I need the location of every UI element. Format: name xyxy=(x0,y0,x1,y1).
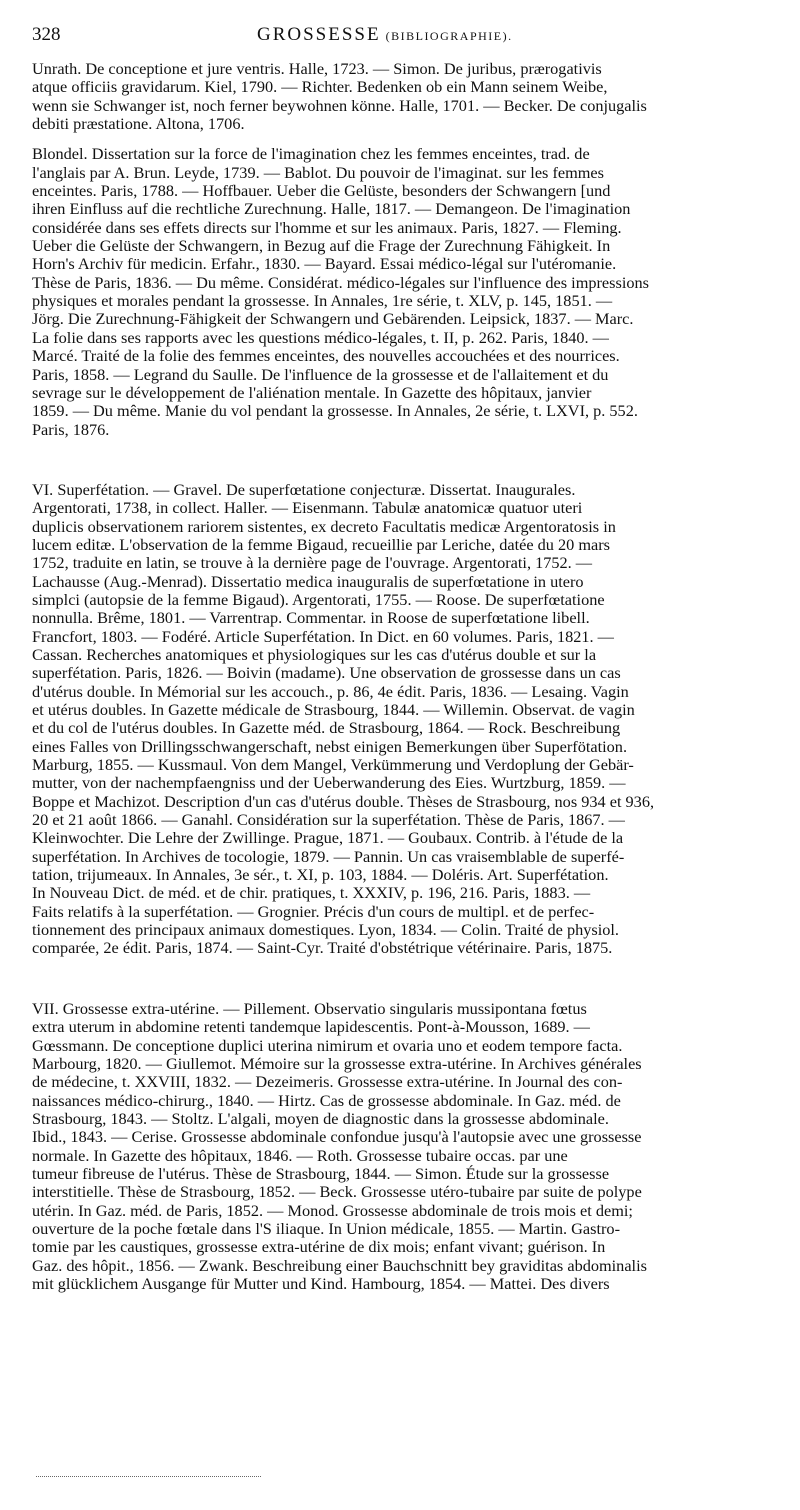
text-line: Paris, 1876. xyxy=(32,419,110,439)
text-line: La folie dans ses rapports avec les questions médico-légales, t. II, p. 262. Paris, 1840. — xyxy=(32,327,609,347)
text-line: mit glücklichem Ausgange für Mutter und Kind. Hambourg, 1854. — Mattei. Des divers xyxy=(32,1273,610,1293)
text-line: 1859. — Du même. Manie du vol pendant la grossesse. In Annales, 2e série, t. LXVI, p. 552. xyxy=(32,401,638,421)
text-line: In Nouveau Dict. de méd. et de chir. pratiques, t. XXXIV, p. 196, 216. Paris, 1883. — xyxy=(32,883,591,903)
text-line: Marcé. Traité de la folie des femmes enceintes, des nouvelles accouchées et des nourrices. xyxy=(32,346,620,366)
text-line: Argentorati, 1738, in collect. Haller. — Eisenmann. Tabulæ anatomicæ quatuor uteri xyxy=(32,498,583,518)
text-line: VI. Superfétation. — Gravel. De superfœtatione conjecturæ. Dissertat. Inaugurales. xyxy=(32,479,576,499)
text-line: normale. In Gazette des hôpitaux, 1846. — Roth. Grossesse tubaire occas. par une xyxy=(32,1145,568,1165)
text-line: atque officiis gravidarum. Kiel, 1790. — Richter. Bedenken ob ein Mann seinem Weibe, xyxy=(32,77,608,97)
text-line: sevrage sur le développement de l'aliénation mentale. In Gazette des hôpitaux, janvier xyxy=(32,382,592,402)
text-line: Blondel. Dissertation sur la force de l'imagination chez les femmes enceintes, trad. de xyxy=(32,144,590,164)
text-line: extra uterum in abdomine retenti tandemque lapidescentis. Pont-à-Mousson, 1689. — xyxy=(32,1017,590,1037)
text-line: nonnulla. Brême, 1801. — Varrentrap. Commentar. in Roose de superfœtatione libell. xyxy=(32,608,590,628)
running-subtitle: (BIBLIOGRAPHIE). xyxy=(385,29,513,43)
text-line: Faits relatifs à la superfétation. — Grognier. Précis d'un cours de multipl. et de perfec- xyxy=(32,901,595,921)
text-line: et du col de l'utérus doubles. In Gazette méd. de Strasbourg, 1864. — Rock. Beschreibung xyxy=(32,718,621,738)
section-vi-superfetation xyxy=(32,481,764,958)
bibliography-paragraph-unrath xyxy=(32,60,764,133)
text-line: eines Falles von Drillingsschwangerschaft, nebst einigen Bemerkungen über Superfötation. xyxy=(32,736,628,756)
text-line: Francfort, 1803. — Fodéré. Article Superfétation. In Dict. en 60 volumes. Paris, 1821. — xyxy=(32,626,614,646)
text-line: Marburg, 1855. — Kussmaul. Von dem Mangel, Verkümmerung und Verdoplung der Gebär- xyxy=(32,755,634,775)
page-number: 328 xyxy=(32,24,61,45)
text-line: tomie par les caustiques, grossesse extra-utérine de dix mois; enfant vivant; guérison. In xyxy=(32,1237,606,1257)
text-line: comparée, 2e édit. Paris, 1874. — Saint-Cyr. Traité d'obstétrique vétérinaire. Paris, 1875. xyxy=(32,938,613,958)
text-line: debiti præstatione. Altona, 1706. xyxy=(32,114,245,134)
text-line: Thèse de Paris, 1836. — Du même. Considérat. médico-légales sur l'influence des impressions xyxy=(32,272,649,292)
footer-rule xyxy=(36,1476,261,1477)
text-line: d'utérus double. In Mémorial sur les accouch., p. 86, 4e édit. Paris, 1836. — Lesaing. Vagin xyxy=(32,681,629,701)
text-line: duplicis observationem rariorem sistentes, ex decreto Facultatis medicæ Argentoratosis in xyxy=(32,516,616,536)
text-line: superfétation. In Archives de tocologie, 1879. — Pannin. Un cas vraisemblable de superfé- xyxy=(32,846,625,866)
text-line: Kleinwochter. Die Lehre der Zwillinge. Prague, 1871. — Goubaux. Contrib. à l'étude de la xyxy=(32,828,624,848)
text-line: et utérus doubles. In Gazette médicale de Strasbourg, 1844. — Willemin. Observat. de vagin xyxy=(32,700,635,719)
text-line: Gœssmann. De conceptione duplici uterina nimirum et ovaria uno et eodem tempore facta. xyxy=(32,1035,623,1055)
text-line: Unrath. De conceptione et jure ventris. Halle, 1723. — Simon. De juribus, prærogativis xyxy=(32,59,602,78)
text-line: superfétation. Paris, 1826. — Boivin (madame). Une observation de grossesse dans un cas xyxy=(32,663,621,683)
text-line: ouverture de la poche fœtale dans l'S iliaque. In Union médicale, 1855. — Martin. Gastro- xyxy=(32,1218,620,1238)
section-vii-extra-uterine xyxy=(32,1000,764,1294)
text-line: lucem editæ. L'observation de la femme Bigaud, recueillie par Leriche, datée du 20 mars xyxy=(32,534,610,554)
text-line: Horn's Archiv für medicin. Erfahr., 1830. — Bayard. Essai médico-légal sur l'utéromanie. xyxy=(32,254,617,274)
text-line: tionnement des principaux animaux domestiques. Lyon, 1834. — Colin. Traité de physiol. xyxy=(32,920,619,940)
text-line: interstitielle. Thèse de Strasbourg, 1852. — Beck. Grossesse utéro-tubaire par suite de polype xyxy=(32,1182,642,1202)
text-line: Boppe et Machizot. Description d'un cas d'utérus double. Thèses de Strasbourg, nos 934 et 936, xyxy=(32,791,655,811)
text-line: Ibid., 1843. — Cerise. Grossesse abdominale confondue jusqu'à l'autopsie avec une grossesse xyxy=(32,1127,642,1147)
text-line: Jörg. Die Zurechnung-Fähigkeit der Schwangern und Gebärenden. Leipsick, 1837. — Marc. xyxy=(32,309,634,329)
text-line: l'anglais par A. Brun. Leyde, 1739. — Bablot. Du pouvoir de l'imaginat. sur les femmes xyxy=(32,162,604,182)
text-line: Ueber die Gelüste der Schwangern, in Bezug auf die Frage der Zurechnung Fähigkeit. In xyxy=(32,236,611,256)
text-line: enceintes. Paris, 1788. — Hoffbauer. Ueber die Gelüste, besonders der Schwangern [und xyxy=(32,181,611,201)
text-line: 20 et 21 août 1866. — Ganahl. Considération sur la superfétation. Thèse de Paris, 1867. — xyxy=(32,810,625,830)
text-line: mutter, von der nachempfaengniss und der Ueberwanderung des Eies. Wurtzburg, 1859. — xyxy=(32,773,626,793)
running-title: GROSSESSE xyxy=(257,24,381,45)
text-line: considérée dans ses effets directs sur l'homme et sur les animaux. Paris, 1827. — Fleming. xyxy=(32,217,622,237)
text-line: tation, trijumeaux. In Annales, 3e sér., t. XI, p. 103, 1884. — Doléris. Art. Superfétation. xyxy=(32,865,609,885)
running-header xyxy=(32,24,764,60)
text-line: Marbourg, 1820. — Giullemot. Mémoire sur la grossesse extra-utérine. In Archives générales xyxy=(32,1053,642,1073)
text-line: wenn sie Schwanger ist, noch ferner beywohnen könne. Halle, 1701. — Becker. De conjugalis xyxy=(32,95,647,115)
text-line: utérin. In Gaz. méd. de Paris, 1852. — Monod. Grossesse abdominale de trois mois et demi; xyxy=(32,1200,633,1220)
text-line: Lachausse (Aug.-Menrad). Dissertatio medica inauguralis de superfœtatione in utero xyxy=(32,571,584,591)
text-line: 1752, traduite en latin, se trouve à la dernière page de l'ouvrage. Argentorati, 1752. — xyxy=(32,553,593,573)
text-line: physiques et morales pendant la grossesse. In Annales, 1re série, t. XLV, p. 145, 1851. — xyxy=(32,291,613,311)
text-line: simplci (autopsie de la femme Bigaud). Argentorati, 1755. — Roose. De superfœtatione xyxy=(32,589,605,609)
text-line: Cassan. Recherches anatomiques et physiologiques sur les cas d'utérus double et sur la xyxy=(32,644,597,664)
text-line: tumeur fibreuse de l'utérus. Thèse de Strasbourg, 1844. — Simon. Étude sur la grossesse xyxy=(32,1163,610,1183)
text-line: VII. Grossesse extra-utérine. — Pillement. Observatio singularis mussipontana fœtus xyxy=(32,998,587,1018)
bibliography-paragraph-blondel xyxy=(32,145,764,439)
text-line: Gaz. des hôpit., 1856. — Zwank. Beschreibung einer Bauchschnitt bey graviditas abdominalis xyxy=(32,1255,647,1275)
text-line: Strasbourg, 1843. — Stoltz. L'algali, moyen de diagnostic dans la grossesse abdominale. xyxy=(32,1108,609,1128)
text-line: naissances médico-chirurg., 1840. — Hirtz. Cas de grossesse abdominale. In Gaz. méd. de xyxy=(32,1090,621,1110)
text-line: ihren Einfluss auf die rechtliche Zurechnung. Halle, 1817. — Demangeon. De l'imagination xyxy=(32,199,631,219)
text-line: de médecine, t. XXVIII, 1832. — Dezeimeris. Grossesse extra-utérine. In Journal des con- xyxy=(32,1072,623,1092)
text-line: Paris, 1858. — Legrand du Saulle. De l'influence de la grossesse et de l'allaitement et du xyxy=(32,364,609,384)
